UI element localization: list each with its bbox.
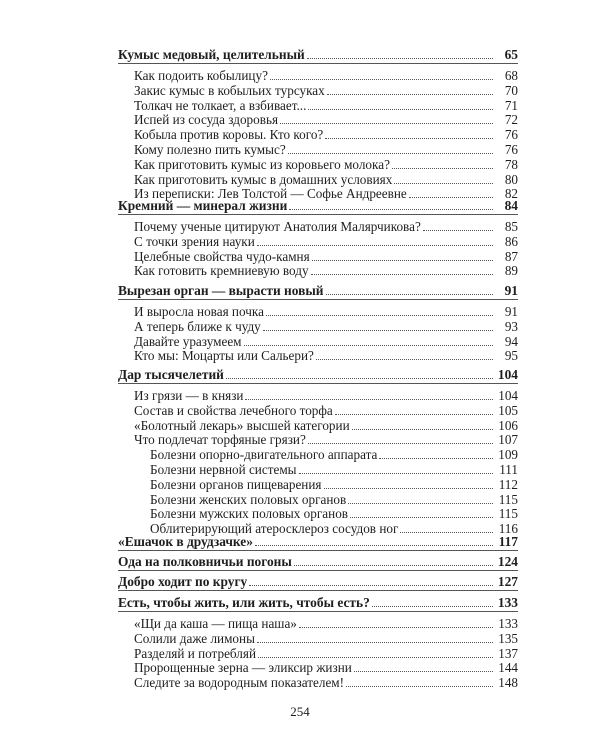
item-title: Что подлечат торфяные грязи?	[134, 432, 306, 448]
dot-leader	[299, 473, 493, 474]
item-page: 86	[504, 233, 518, 249]
toc-subitem-entry[interactable]	[150, 476, 518, 492]
item-page: 137	[498, 645, 518, 661]
chapter-rule	[118, 214, 518, 215]
item-title: Испей из сосуда здоровья	[134, 112, 279, 128]
chapter-rule	[118, 611, 518, 612]
toc-item-entry[interactable]	[134, 347, 518, 363]
item-title: Болезни опорно-двигательного аппарата	[150, 447, 378, 463]
item-title: Толкач не толкает, а взбивает...	[134, 97, 307, 113]
dot-leader	[249, 585, 493, 586]
item-title: Болезни органов пищеварения	[150, 476, 322, 492]
dot-leader	[288, 153, 493, 154]
dot-leader	[258, 657, 493, 658]
toc-subitem-entry[interactable]	[150, 461, 518, 477]
item-page: 93	[504, 318, 518, 334]
dot-leader	[350, 517, 493, 518]
dot-leader	[226, 378, 493, 379]
toc-chapter-entry[interactable]	[118, 594, 518, 610]
dot-leader	[379, 458, 493, 459]
chapter-page: 124	[497, 554, 518, 569]
toc-subitem-entry[interactable]	[150, 446, 518, 462]
chapter-page: 127	[497, 574, 518, 589]
chapter-rule	[118, 590, 518, 591]
toc-chapter-entry[interactable]	[118, 197, 518, 213]
item-title: Состав и свойства лечебного торфа	[134, 402, 333, 418]
item-title: Болезни мужских половых органов	[150, 506, 349, 522]
chapter-page: 84	[504, 198, 518, 213]
item-title: Болезни женских половых органов	[150, 491, 347, 507]
item-page: 104	[498, 388, 518, 403]
item-page: 109	[498, 447, 518, 463]
item-page: 72	[504, 112, 518, 128]
dot-leader	[244, 345, 493, 346]
item-page: 80	[504, 171, 518, 187]
chapter-page: 104	[497, 367, 518, 382]
dot-leader	[280, 123, 493, 124]
item-page: 116	[498, 521, 518, 537]
toc-item-entry[interactable]	[134, 233, 518, 249]
item-page: 76	[504, 142, 518, 157]
item-page: 106	[498, 417, 518, 433]
chapter-rule	[118, 570, 518, 571]
dot-leader	[270, 79, 493, 80]
toc-item-entry[interactable]	[134, 417, 518, 433]
dot-leader	[325, 138, 493, 139]
item-title: Кобыла против коровы. Кто кого?	[134, 127, 324, 143]
item-title: Следите за водородным показателем!	[134, 675, 345, 691]
toc-item-entry[interactable]	[134, 402, 518, 418]
toc-subitem-entry[interactable]	[150, 491, 518, 507]
item-page: 112	[498, 476, 518, 492]
toc-item-entry[interactable]	[134, 659, 518, 675]
toc-item-entry[interactable]	[134, 248, 518, 264]
dot-leader	[307, 58, 493, 59]
dot-leader	[311, 274, 493, 275]
toc-subitem-entry[interactable]	[150, 505, 518, 521]
dot-leader	[324, 488, 494, 489]
dot-leader	[372, 606, 493, 607]
item-title: Болезни нервной системы	[150, 462, 297, 477]
item-page: 78	[504, 156, 518, 172]
item-page: 71	[504, 97, 518, 113]
toc-item-entry[interactable]	[134, 645, 518, 661]
item-page: 87	[504, 248, 518, 264]
chapter-title: Кремний — минерал жизни	[118, 198, 288, 213]
item-title: Облитерирующий атеросклероз сосудов ног	[150, 521, 399, 537]
toc-item-entry[interactable]	[134, 387, 518, 403]
item-title: Пророщенные зерна — эликсир жизни	[134, 660, 352, 676]
dot-leader	[348, 503, 493, 504]
toc-item-entry[interactable]	[134, 630, 518, 646]
item-page: 105	[498, 402, 518, 418]
item-title: «Болотный лекарь» высшей категории	[134, 417, 350, 433]
toc-chapter-entry[interactable]	[118, 533, 518, 549]
chapter-title: Добро ходит по кругу	[118, 574, 248, 589]
item-page: 91	[504, 304, 518, 319]
item-title: Из грязи — в князи	[134, 388, 244, 403]
item-title: Кто мы: Моцарты или Сальери?	[134, 348, 314, 364]
item-page: 89	[504, 263, 518, 279]
item-title: Как подоить кобылицу?	[134, 68, 268, 83]
dot-leader	[289, 209, 493, 210]
dot-leader	[392, 168, 493, 169]
dot-leader	[327, 94, 493, 95]
toc-item-entry[interactable]	[134, 97, 518, 113]
toc-item-entry[interactable]	[134, 318, 518, 334]
item-title: Почему ученые цитируют Анатолия Малярчикова?	[134, 219, 421, 234]
item-title: Кому полезно пить кумыс?	[134, 142, 286, 157]
item-page: 76	[504, 127, 518, 143]
item-page: 107	[498, 432, 518, 448]
dot-leader	[308, 109, 493, 110]
item-page: 94	[504, 333, 518, 349]
dot-leader	[299, 627, 493, 628]
item-title: Как приготовить кумыс в домашних условиях	[134, 171, 393, 187]
item-title: Разделяй и потребляй	[134, 645, 257, 661]
toc-item-entry[interactable]	[134, 333, 518, 349]
item-page: 115	[498, 491, 518, 507]
item-title: И выросла новая почка	[134, 304, 264, 319]
item-page: 95	[504, 348, 518, 364]
toc-chapter-entry[interactable]	[118, 553, 518, 569]
item-page: 111	[499, 462, 518, 477]
dot-leader	[312, 260, 493, 261]
toc-item-entry[interactable]	[134, 615, 518, 631]
item-page: 133	[498, 616, 518, 631]
toc-item-entry[interactable]	[134, 431, 518, 447]
item-title: Как приготовить кумыс из коровьего молока?	[134, 156, 390, 172]
item-title: «Щи да каша — пища наша»	[134, 616, 297, 631]
toc-item-entry[interactable]	[134, 67, 518, 83]
dot-leader	[423, 230, 493, 231]
toc-chapter-entry[interactable]	[118, 573, 518, 589]
item-title: А теперь ближе к чуду	[134, 318, 261, 334]
chapter-page: 91	[504, 283, 518, 298]
chapter-title: Есть, чтобы жить, или жить, чтобы есть?	[118, 595, 370, 610]
dot-leader	[266, 315, 493, 316]
toc-item-entry[interactable]	[134, 303, 518, 319]
chapter-title: Ода на полковничьи погоны	[118, 554, 292, 569]
item-title: Закис кумыс в кобыльих турсуках	[134, 82, 325, 98]
toc-item-entry[interactable]	[134, 156, 518, 172]
item-page: 144	[498, 660, 518, 676]
dot-leader	[257, 245, 493, 246]
dot-leader	[326, 294, 493, 295]
item-title: Солили даже лимоны	[134, 630, 255, 646]
chapter-page: 133	[497, 595, 518, 610]
dot-leader	[352, 429, 493, 430]
dot-leader	[346, 686, 493, 687]
chapter-page: 117	[498, 534, 518, 549]
chapter-title: Дар тысячелетий	[118, 367, 224, 382]
toc-item-entry[interactable]	[134, 218, 518, 234]
item-page: 70	[504, 82, 518, 98]
dot-leader	[308, 443, 493, 444]
toc-chapter-entry[interactable]	[118, 366, 518, 382]
item-page: 68	[504, 68, 518, 83]
toc-item-entry[interactable]	[134, 141, 518, 157]
dot-leader	[245, 399, 493, 400]
item-title: Как готовить кремниевую воду	[134, 263, 309, 279]
dot-leader	[263, 330, 493, 331]
item-page: 85	[504, 219, 518, 234]
item-title: Из переписки: Лев Толстой — Софье Андреевне	[134, 186, 407, 202]
chapter-title: «Ешачок в друдзачке»	[118, 534, 253, 549]
item-title: Целебные свойства чудо-камня	[134, 248, 310, 264]
item-page: 115	[498, 506, 518, 522]
toc-item-entry[interactable]	[134, 111, 518, 127]
item-page: 135	[498, 630, 518, 646]
toc-item-entry[interactable]	[134, 82, 518, 98]
dot-leader	[335, 414, 493, 415]
toc-item-entry[interactable]	[134, 126, 518, 142]
chapter-rule	[118, 383, 518, 384]
item-title: Давайте уразумеем	[134, 333, 242, 349]
dot-leader	[294, 565, 493, 566]
toc-chapter-entry[interactable]	[118, 282, 518, 298]
chapter-page: 65	[504, 47, 518, 62]
page-number: 254	[290, 704, 310, 719]
chapter-title: Вырезан орган — вырасти новый	[118, 283, 324, 298]
chapter-rule	[118, 299, 518, 300]
dot-leader	[257, 642, 493, 643]
chapter-title: Кумыс медовый, целительный	[118, 47, 305, 62]
dot-leader	[255, 545, 493, 546]
dot-leader	[394, 183, 493, 184]
dot-leader	[316, 359, 493, 360]
item-page: 82	[504, 186, 518, 202]
toc-item-entry[interactable]	[134, 171, 518, 187]
toc-item-entry[interactable]	[134, 262, 518, 278]
toc-item-entry[interactable]	[134, 674, 518, 690]
dot-leader	[354, 671, 493, 672]
chapter-rule	[118, 63, 518, 64]
item-page: 148	[498, 675, 518, 691]
chapter-rule	[118, 550, 518, 551]
item-title: С точки зрения науки	[134, 233, 255, 249]
toc-chapter-entry[interactable]	[118, 46, 518, 62]
